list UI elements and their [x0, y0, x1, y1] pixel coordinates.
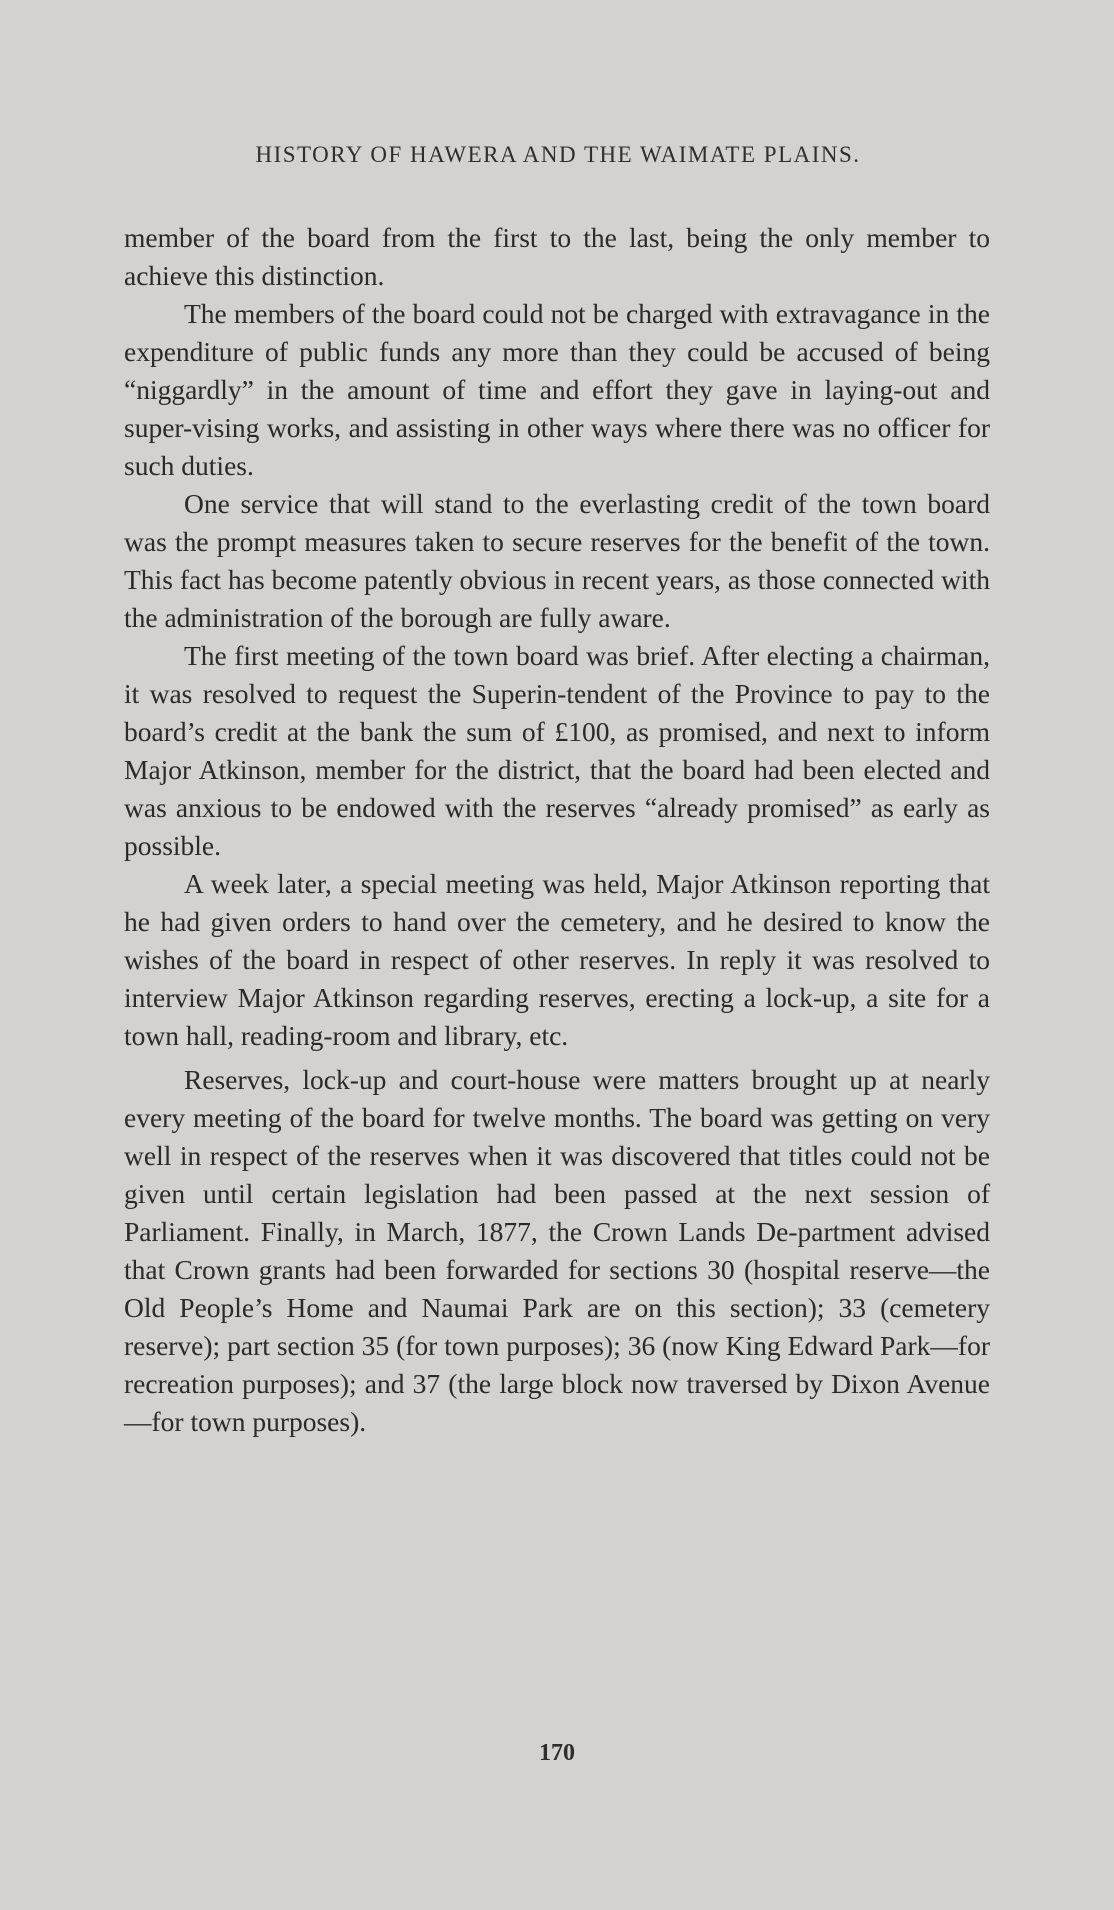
paragraph-continuation: member of the board from the first to the last, being the only member to achieve this distinction. [124, 222, 990, 291]
paragraph-board-members: The members of the board could not be charged with extravagance in the expenditure of public funds any more than they could be accused of being “niggardly” in the amount of time and effort they gave in laying-out and super-vising works, and assisting in other ways where there was no officer for such duties. [124, 298, 990, 481]
paragraph-first-meeting: The first meeting of the town board was brief. After electing a chairman, it was resolved to request the Superin-tendent of the Province to pay to the board’s credit at the bank the sum of £100, as promised, and next to inform Major Atkinson, member for the district, that the board had been elected and was anxious to be endowed with the reserves “already promised” as early as possible. [124, 640, 990, 861]
paragraph-reserves-lockup: Reserves, lock-up and court-house were matters brought up at nearly every meeting of the board for twelve months. The board was getting on very well in respect of the reserves when it was discovered that titles could not be given until certain legislation had been passed at the next session of Parliament. Finally, in March, 1877, the Crown Lands De-partment advised that Crown grants had been forwarded for sections 30 (hospital reserve—the Old People’s Home and Naumai Park are on this section); 33 (cemetery reserve); part section 35 (for town purposes); 36 (now King Edward Park—for recreation purposes); and 37 (the large block now traversed by Dixon Avenue—for town purposes). [124, 1064, 990, 1437]
page-number: 170 [539, 1740, 575, 1766]
body-text [124, 219, 990, 1441]
paragraph-reserves-credit: One service that will stand to the everlasting credit of the town board was the prompt measures taken to secure reserves for the benefit of the town. This fact has become patently obvious in recent years, as those connected with the administration of the borough are fully aware. [124, 488, 990, 633]
running-header: HISTORY OF HAWERA AND THE WAIMATE PLAINS. [255, 142, 861, 167]
paragraph-special-meeting: A week later, a special meeting was held, Major Atkinson reporting that he had given orders to hand over the cemetery, and he desired to know the wishes of the board in respect of other reserves. In reply it was resolved to interview Major Atkinson regarding reserves, erecting a lock-up, a site for a town hall, reading-room and library, etc. [124, 868, 990, 1051]
